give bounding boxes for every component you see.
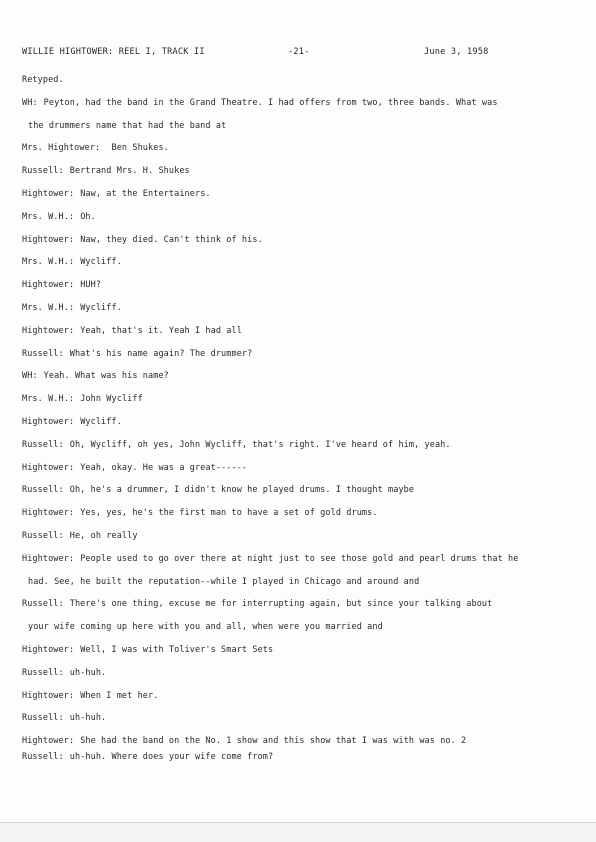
line-text: Yes, yes, he's the first man to have a set of gold drums. bbox=[80, 508, 378, 519]
transcript-line bbox=[22, 691, 588, 714]
line-text: Yeah. What was his name? bbox=[43, 371, 169, 382]
speaker-label: Hightower: bbox=[22, 508, 75, 519]
line-text: Yeah, that's it. Yeah I had all bbox=[80, 325, 242, 336]
header-title: WILLIE HIGHTOWER: REEL I, TRACK II bbox=[22, 47, 205, 57]
speaker-label: Mrs. Hightower: bbox=[22, 143, 101, 154]
line-text: People used to go over there at night just to see those gold and pearl drums that he bbox=[80, 553, 519, 564]
line-text: uh-huh. Where does your wife come from? bbox=[69, 752, 274, 763]
line-text: What's his name again? The drummer? bbox=[69, 348, 253, 359]
line-text: Oh, he's a drummer, I didn't know he played drums. I thought maybe bbox=[69, 485, 415, 496]
transcript-line bbox=[22, 235, 588, 258]
speaker-label: Hightower: bbox=[22, 416, 75, 427]
transcript-line bbox=[22, 645, 588, 668]
line-text: your wife coming up here with you and all, when were you married and bbox=[28, 622, 383, 633]
line-text: Wycliff. bbox=[80, 302, 122, 313]
speaker-label: Mrs. W.H.: bbox=[22, 211, 75, 222]
transcript-line bbox=[22, 326, 588, 349]
speaker-label: Hightower: bbox=[22, 736, 75, 747]
line-text: Naw, at the Entertainers. bbox=[80, 188, 211, 199]
line-text: the drummers name that had the band at bbox=[28, 120, 227, 131]
transcript-line bbox=[22, 599, 588, 622]
transcript-line bbox=[22, 508, 588, 531]
speaker-label: Russell: bbox=[22, 166, 64, 177]
transcript-line bbox=[22, 371, 588, 394]
line-text: When I met her. bbox=[80, 690, 159, 701]
transcript-line bbox=[22, 257, 588, 280]
line-text: John Wycliff bbox=[80, 394, 143, 405]
speaker-label: Hightower: bbox=[22, 553, 75, 564]
line-text: Oh, Wycliff, oh yes, John Wycliff, that's right. I've heard of him, yeah. bbox=[69, 439, 451, 450]
speaker-label: Hightower: bbox=[22, 690, 75, 701]
speaker-label: Russell: bbox=[22, 752, 64, 763]
transcript-line bbox=[22, 622, 588, 645]
speaker-label: Mrs. W.H.: bbox=[22, 394, 75, 405]
page-number: -21- bbox=[288, 47, 310, 57]
speaker-label: Hightower: bbox=[22, 234, 75, 245]
transcript-line bbox=[22, 189, 588, 212]
line-text: Wycliff. bbox=[80, 416, 122, 427]
transcript-line bbox=[22, 463, 588, 486]
speaker-label: Retyped. bbox=[22, 75, 64, 85]
speaker-label: Hightower: bbox=[22, 188, 75, 199]
page-header bbox=[22, 47, 582, 61]
speaker-label: Russell: bbox=[22, 485, 64, 496]
speaker-label: Hightower: bbox=[22, 280, 75, 291]
transcript-line bbox=[22, 143, 588, 166]
speaker-label: Mrs. W.H.: bbox=[22, 257, 75, 268]
line-text: had. See, he built the reputation--while I played in Chicago and around and bbox=[28, 576, 420, 587]
speaker-label: WH: bbox=[22, 371, 38, 382]
header-date: June 3, 1958 bbox=[424, 47, 489, 57]
transcript-body bbox=[22, 75, 588, 775]
line-text: Wycliff. bbox=[80, 257, 122, 268]
line-text: Ben Shukes. bbox=[106, 143, 169, 154]
transcript-line bbox=[22, 417, 588, 440]
transcript-line bbox=[22, 349, 588, 372]
transcript-line bbox=[22, 212, 588, 235]
speaker-label: Russell: bbox=[22, 348, 64, 359]
transcript-line bbox=[22, 554, 588, 577]
transcript-line bbox=[22, 531, 588, 554]
transcript-line bbox=[22, 75, 588, 98]
transcript-line bbox=[22, 736, 588, 752]
line-text: Yeah, okay. He was a great------ bbox=[80, 462, 248, 473]
line-text: Peyton, had the band in the Grand Theatre. I had offers from two, three bands. What was bbox=[43, 97, 498, 108]
transcript-line bbox=[22, 280, 588, 303]
speaker-label: Hightower: bbox=[22, 462, 75, 473]
line-text: She had the band on the No. 1 show and this show that I was with was no. 2 bbox=[80, 736, 467, 747]
speaker-label: WH: bbox=[22, 97, 38, 108]
transcript-line bbox=[22, 98, 588, 121]
speaker-label: Russell: bbox=[22, 530, 64, 541]
line-text: HUH? bbox=[80, 280, 102, 291]
line-text: Bertrand Mrs. H. Shukes bbox=[69, 166, 190, 177]
speaker-label: Hightower: bbox=[22, 325, 75, 336]
speaker-label: Russell: bbox=[22, 667, 64, 678]
transcript-line bbox=[22, 394, 588, 417]
transcript-line bbox=[22, 121, 588, 144]
speaker-label: Russell: bbox=[22, 599, 64, 610]
transcript-line bbox=[22, 303, 588, 326]
speaker-label: Russell: bbox=[22, 713, 64, 724]
speaker-label: Mrs. W.H.: bbox=[22, 302, 75, 313]
transcript-line bbox=[22, 752, 588, 775]
line-text: Well, I was with Toliver's Smart Sets bbox=[80, 644, 274, 655]
transcript-line bbox=[22, 668, 588, 691]
transcript-line bbox=[22, 166, 588, 189]
line-text: uh-huh. bbox=[69, 713, 107, 724]
speaker-label: Hightower: bbox=[22, 644, 75, 655]
speaker-label: Russell: bbox=[22, 439, 64, 450]
transcript-line bbox=[22, 577, 588, 600]
line-text: uh-huh. bbox=[69, 667, 107, 678]
line-text: Oh. bbox=[80, 211, 96, 222]
transcript-line bbox=[22, 440, 588, 463]
line-text: There's one thing, excuse me for interrupting again, but since your talking about bbox=[69, 599, 493, 610]
transcript-line bbox=[22, 485, 588, 508]
transcript-line bbox=[22, 713, 588, 736]
line-text: Naw, they died. Can't think of his. bbox=[80, 234, 263, 245]
line-text: He, oh really bbox=[69, 530, 138, 541]
